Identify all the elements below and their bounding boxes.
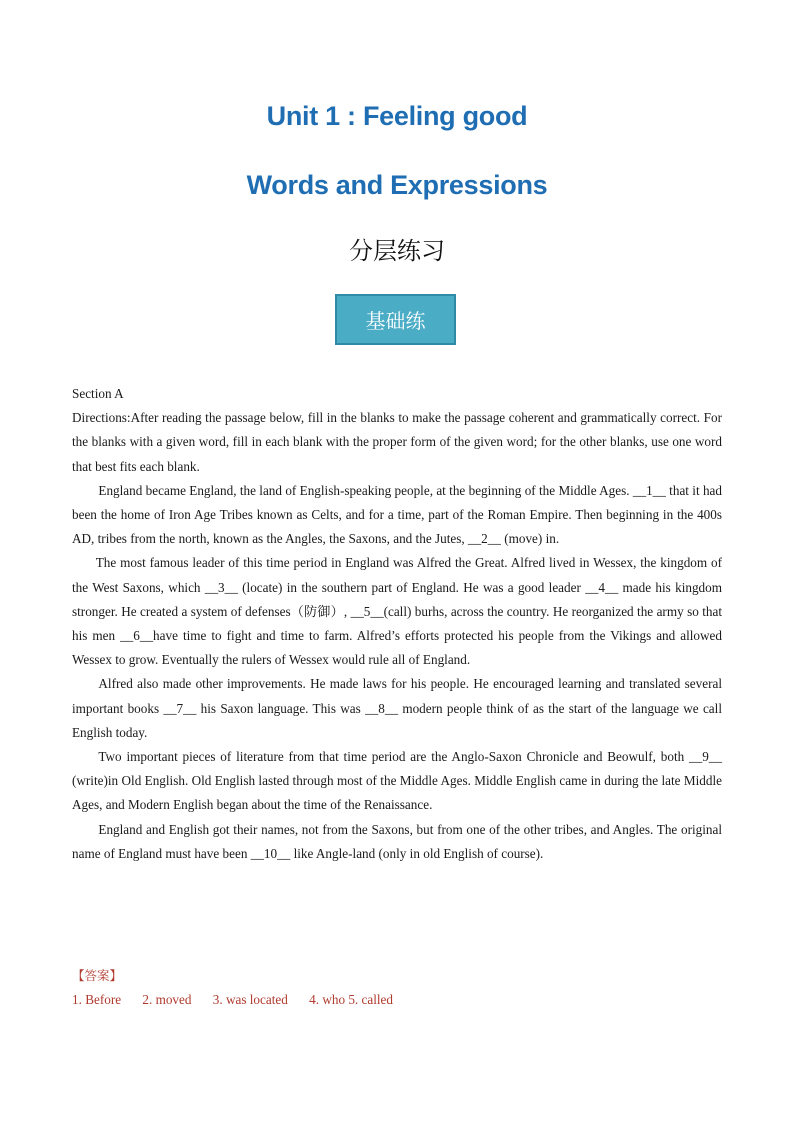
answer-list — [72, 992, 411, 1008]
paragraph-3: Alfred also made other improvements. He made laws for his people. He encouraged learning and translated several important books __7__ his Saxon language. This was __8__ modern people think of as the start of the language we call English today. — [72, 676, 722, 740]
answer-item: 2. moved — [142, 992, 192, 1007]
section-label: Section A — [72, 386, 124, 401]
answer-heading: 【答案】 — [72, 968, 123, 983]
answer-item: 3. was located — [212, 992, 288, 1007]
level-badge — [335, 294, 456, 345]
unit-title: Unit 1 : Feeling good — [266, 101, 528, 131]
section-content — [72, 382, 722, 866]
heading-cn: 分层练习 — [349, 237, 445, 265]
directions: Directions:After reading the passage below, fill in the blanks to make the passage coherent and grammatically correct. For the blanks with a given word, fill in each blank with the proper form of the given word; for the other blanks, use one word that best fits each blank. — [72, 410, 722, 474]
answer-item: 4. who 5. called — [309, 992, 394, 1007]
paragraph-1: England became England, the land of English-speaking people, at the beginning of the Middle Ages. __1__ that it had been the home of Iron Age Tribes known as Celts, and for a time, part of the Roman Empire. Then beginning in the 400s AD, tribes from the north, known as the Angles, the Saxons, and the Jutes, __2__ (move) in. — [72, 482, 722, 547]
paragraph-4: Two important pieces of literature from that time period are the Anglo-Saxon Chronicle and Beowulf, both __9__ (write)in Old English. Old English lasted through most of the Middle Ages. Middle English came in during the late Middle Ages, and Modern English began about the time of the Renaissance. — [72, 749, 722, 813]
paragraph-2: The most famous leader of this time period in England was Alfred the Great. Alfred lived in Wessex, the kingdom of the West Saxons, which __3__ (locate) in the southern part of England. He was a good leader __4__ made his kingdom stronger. He created a system of defenses（防御）, __5__(call) burhs, across the country. He reorganized the army so that his men __6__have time to fight and time to farm. Alfred’s efforts protected his people from the Vikings and allowed Wessex to grow. Eventually the rulers of Wessex would rule all of England. — [72, 555, 722, 668]
subtitle: Words and Expressions — [246, 170, 548, 200]
level-label: 基础练 — [365, 309, 426, 333]
paragraph-5: England and English got their names, not from the Saxons, but from one of the other tribes, and Angles. The original name of England must have been __10__ like Angle-land (only in old English of course). — [72, 821, 722, 861]
answer-item: 1. Before — [72, 992, 122, 1007]
